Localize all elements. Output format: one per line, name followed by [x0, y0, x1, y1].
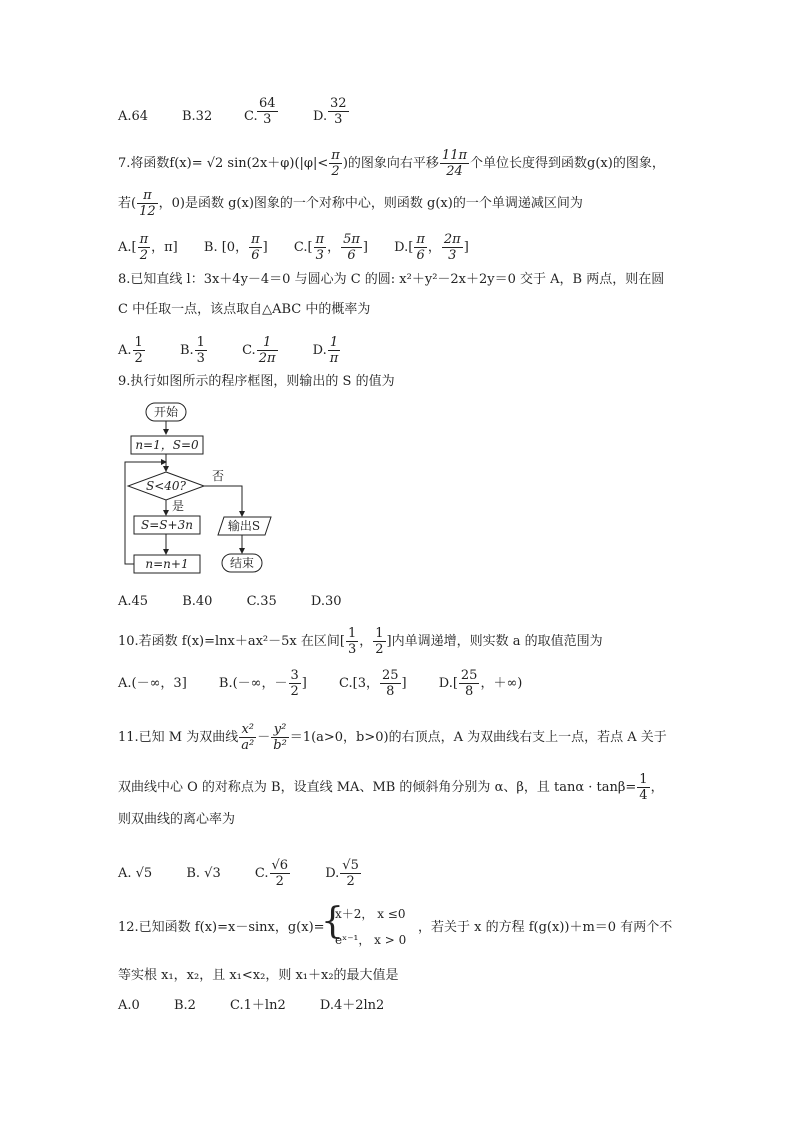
- q9-option-c: C.35: [246, 594, 277, 609]
- q7-option-a: A.[ $\frac{\pi}{2}$ ，π]: [118, 232, 178, 263]
- q11-stem-line2: 双曲线中心 O 的对称点为 B，设直线 MA、MB 的倾斜角分别为 α、β，且 tanα · tanβ= $\frac{1}{4}$ ，: [118, 772, 664, 803]
- flow-init-label: n=1，S=0: [135, 438, 199, 452]
- q10-option-d: D.[ $\frac{25}{8}$ ，＋∞): [438, 668, 523, 699]
- q8-stem-line2: C 中任取一点，该点取自△ABC 中的概率为: [118, 302, 371, 317]
- flow-end-label: 结束: [229, 556, 255, 570]
- flow-decision-label: S<40?: [146, 479, 186, 493]
- q10-options: [118, 668, 522, 699]
- q9-stem: 9.执行如图所示的程序框图，则输出的 S 的值为: [118, 374, 395, 389]
- flow-output-label: 输出S: [227, 519, 261, 533]
- q8-stem-line1: 8.已知直线 l：3x＋4y－4＝0 与圆心为 C 的圆: x²＋y²－2x＋2y＝0 交于 A，B 两点，则在圆: [118, 272, 665, 287]
- q8-option-a: A. $\frac{1}{2}$: [118, 335, 143, 366]
- q9-options: [118, 592, 342, 612]
- q8-option-c: C. $\frac{1}{2\pi}$: [242, 335, 276, 366]
- q11-option-b: B. √3: [186, 866, 221, 881]
- q7-option-b: B. [0， $\frac{\pi}{6}$ ]: [203, 232, 268, 263]
- q11-option-a: A. √5: [118, 866, 153, 881]
- q6-option-c-fraction: $\frac{64}{3}$: [259, 96, 276, 127]
- q9-option-a: A.45: [118, 594, 149, 609]
- q11-stem-line1: 11.已知 M 为双曲线 $\frac{\text{x²}}{\text{a²}}$ － $\frac{\text{y²}}{\text{b²}}$ ＝1(a>0，b>0)的右顶点，A 为双曲线右支上一点，若点 A 关于: [118, 722, 667, 753]
- flow-no-label: 否: [212, 469, 225, 483]
- q12-option-b: B.2: [173, 998, 196, 1013]
- q7-stem-line1: 7.将函数f(x)= √2 sin(2x＋φ)(|φ|< $\frac{\pi}{2}$ )的图象向右平移 $\frac{11\pi}{24}$ 个单位长度得到函数g(x)的图象，: [118, 148, 665, 179]
- q8-option-d: D. $\frac{1}{\pi}$: [312, 335, 339, 366]
- q6-option-d-fraction: $\frac{32}{3}$: [330, 96, 347, 127]
- q12-piecewise-case1: x＋2， x ≤0: [335, 907, 406, 921]
- q10-option-b: B.(－∞，－ $\frac{3}{2}$ ]: [218, 668, 307, 699]
- q11-options: [118, 858, 362, 889]
- flow-yes-label: 是: [172, 499, 185, 513]
- q7-options: [118, 232, 469, 263]
- q6-option-c: C.: [244, 109, 258, 124]
- q9-option-b: B.40: [182, 594, 213, 609]
- q12-stem-line1-start: 12.已知函数 f(x)=x－sinx，g(x)=: [118, 920, 325, 935]
- q12-stem-line1-end: ，若关于 x 的方程 f(g(x))＋m＝0 有两个不: [418, 920, 673, 935]
- q6-option-a: A.64: [118, 109, 149, 124]
- q9-option-d: D.30: [310, 594, 342, 609]
- flow-step2-label: n=n+1: [145, 557, 189, 571]
- q8-option-b: B. $\frac{1}{3}$: [179, 335, 205, 366]
- q7-stem-line2: 若( $\frac{\pi}{12}$ ，0)是函数 g(x)图象的一个对称中心，则函数 g(x)的一个单调递减区间为: [118, 188, 583, 219]
- q6-option-d: D.: [313, 109, 328, 124]
- q6-option-b: B.32: [182, 109, 213, 124]
- q10-stem: 10.若函数 f(x)=lnx＋ax²－5x 在区间[ $\frac{1}{3}$ ， $\frac{1}{2}$ ]内单调递增，则实数 a 的取值范围为: [118, 626, 603, 657]
- q12-option-d: D.4＋2ln2: [319, 998, 385, 1013]
- q12-option-c: C.1＋ln2: [230, 998, 286, 1013]
- flow-step1-label: S=S+3n: [141, 518, 193, 532]
- q7-option-d: D.[ $\frac{\pi}{6}$ ， $\frac{2\pi}{3}$ ]: [394, 232, 469, 263]
- q10-option-a: A.(－∞，3]: [118, 676, 187, 691]
- q11-option-d: D. $\frac{√5}{2}$: [325, 858, 359, 889]
- q12-piecewise-case2: eˣ⁻¹， x > 0: [335, 933, 407, 947]
- q12-options: [118, 996, 384, 1016]
- q9-flowchart: [118, 398, 288, 583]
- q7-option-c: C.[ $\frac{\pi}{3}$ ， $\frac{5\pi}{6}$ ]: [293, 232, 368, 263]
- q12-stem-line2: 等实根 x₁，x₂，且 x₁<x₂，则 x₁＋x₂的最大值是: [118, 968, 399, 983]
- q11-option-c: C. $\frac{√6}{2}$: [254, 858, 289, 889]
- q11-stem-line3: 则双曲线的离心率为: [118, 812, 236, 827]
- q12-piecewise-brace: {: [321, 901, 344, 942]
- q12-option-a: A.0: [118, 998, 140, 1013]
- q10-option-c: C.[3， $\frac{25}{8}$ ]: [339, 668, 407, 699]
- flow-start-label: 开始: [153, 405, 179, 419]
- q8-options: [118, 335, 341, 366]
